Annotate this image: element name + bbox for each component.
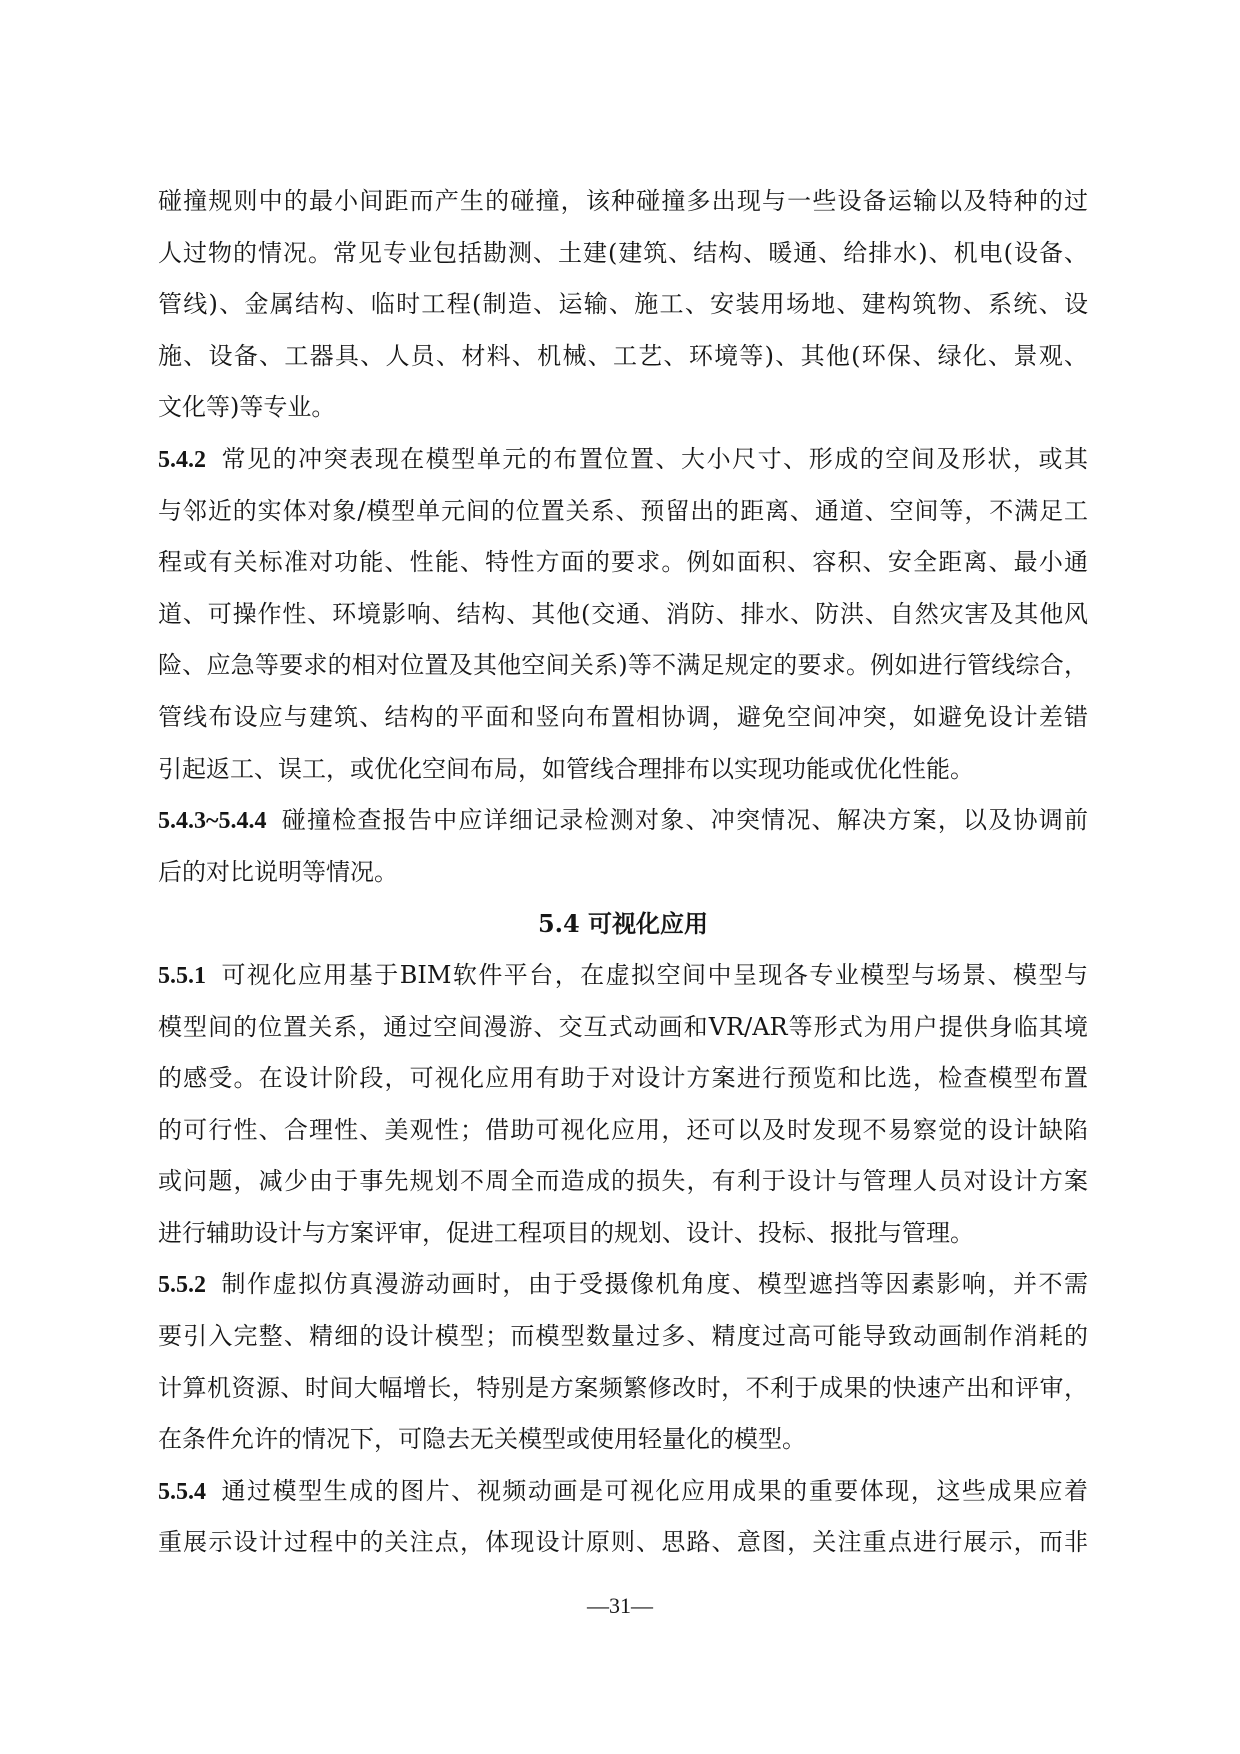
line-text: 的感受。在设计阶段，可视化应用有助于对设计方案进行预览和比选，检查模型布置 bbox=[158, 1064, 1088, 1093]
line-text: 重展示设计过程中的关注点，体现设计原则、思路、意图，关注重点进行展示，而非 bbox=[158, 1528, 1088, 1557]
clause-number: 5.5.1 bbox=[158, 962, 206, 989]
text-line bbox=[158, 1002, 1088, 1054]
line-text: 碰撞检查报告中应详细记录检测对象、冲突情况、解决方案，以及协调前 bbox=[280, 806, 1088, 835]
line-text: 施、设备、工器具、人员、材料、机械、工艺、环境等)、其他(环保、绿化、景观、 bbox=[158, 341, 1088, 370]
line-text: 的可行性、合理性、美观性；借助可视化应用，还可以及时发现不易察觉的设计缺陷 bbox=[158, 1115, 1088, 1144]
line-text: 要引入完整、精细的设计模型；而模型数量过多、精度过高可能导致动画制作消耗的 bbox=[158, 1322, 1088, 1351]
text-line bbox=[158, 1208, 1088, 1260]
text-line bbox=[158, 589, 1088, 641]
line-text: 引起返工、误工，或优化空间布局，如管线合理排布以实现功能或优化性能。 bbox=[158, 754, 974, 783]
text-line bbox=[158, 1105, 1088, 1157]
clause-number: 5.4.2 bbox=[158, 446, 206, 473]
text-line bbox=[158, 331, 1088, 383]
section-title: 5.4 可视化应用 bbox=[537, 909, 709, 939]
line-text: 管线布设应与建筑、结构的平面和竖向布置相协调，避免空间冲突，如避免设计差错 bbox=[158, 702, 1088, 731]
text-line bbox=[158, 434, 1088, 486]
line-text: 常见的冲突表现在模型单元的布置位置、大小尺寸、形成的空间及形状，或其 bbox=[220, 444, 1088, 473]
text-line bbox=[158, 1414, 1088, 1466]
line-text: 碰撞规则中的最小间距而产生的碰撞，该种碰撞多出现与一些设备运输以及特种的过 bbox=[158, 187, 1088, 215]
line-text: 与邻近的实体对象/模型单元间的位置关系、预留出的距离、通道、空间等，不满足工 bbox=[158, 496, 1088, 525]
clause-5-5-2 bbox=[158, 1259, 1088, 1465]
text-line bbox=[158, 1363, 1088, 1415]
text-line bbox=[158, 486, 1088, 538]
line-text: 后的对比说明等情况。 bbox=[158, 857, 398, 886]
text-line bbox=[158, 744, 1088, 796]
text-line bbox=[158, 279, 1088, 331]
clause-5-5-4 bbox=[158, 1466, 1088, 1569]
line-text: 可视化应用基于BIM软件平台，在虚拟空间中呈现各专业模型与场景、模型与 bbox=[220, 960, 1088, 989]
clause-number: 5.4.3~5.4.4 bbox=[158, 808, 267, 835]
line-text: 道、可操作性、环境影响、结构、其他(交通、消防、排水、防洪、自然灾害及其他风 bbox=[158, 599, 1088, 628]
text-line bbox=[158, 1156, 1088, 1208]
paragraph bbox=[158, 176, 1088, 434]
clause-5-4-3-5-4-4 bbox=[158, 795, 1088, 898]
line-text: 人过物的情况。常见专业包括勘测、土建(建筑、结构、暖通、给排水)、机电(设备、 bbox=[158, 238, 1088, 267]
line-text: 通过模型生成的图片、视频动画是可视化应用成果的重要体现，这些成果应着 bbox=[220, 1476, 1088, 1505]
text-line bbox=[158, 795, 1088, 847]
page-number: —31— bbox=[587, 1593, 653, 1618]
text-line bbox=[158, 1466, 1088, 1518]
text-line bbox=[158, 228, 1088, 280]
clause-5-5-1 bbox=[158, 950, 1088, 1260]
clause-number: 5.5.4 bbox=[158, 1478, 206, 1505]
text-line bbox=[158, 1517, 1088, 1569]
text-line bbox=[158, 537, 1088, 589]
line-text: 险、应急等要求的相对位置及其他空间关系)等不满足规定的要求。例如进行管线综合， bbox=[158, 651, 1088, 680]
text-line bbox=[158, 692, 1088, 744]
line-text: 或问题，减少由于事先规划不周全而造成的损失，有利于设计与管理人员对设计方案 bbox=[158, 1167, 1088, 1196]
text-line bbox=[158, 950, 1088, 1002]
text-line bbox=[158, 1053, 1088, 1105]
text-line bbox=[158, 382, 1088, 434]
text-line bbox=[158, 1311, 1088, 1363]
clause-5-4-2 bbox=[158, 434, 1088, 795]
line-text: 计算机资源、时间大幅增长，特别是方案频繁修改时，不利于成果的快速产出和评审， bbox=[158, 1373, 1088, 1402]
line-text: 进行辅助设计与方案评审，促进工程项目的规划、设计、投标、报批与管理。 bbox=[158, 1218, 974, 1247]
clause-number: 5.5.2 bbox=[158, 1272, 206, 1299]
text-line bbox=[158, 1259, 1088, 1311]
line-text: 文化等)等专业。 bbox=[158, 393, 336, 422]
text-line bbox=[158, 847, 1088, 899]
text-line bbox=[158, 176, 1088, 228]
text-line bbox=[158, 640, 1088, 692]
line-text: 在条件允许的情况下，可隐去无关模型或使用轻量化的模型。 bbox=[158, 1425, 806, 1454]
line-text: 管线)、金属结构、临时工程(制造、运输、施工、安装用场地、建构筑物、系统、设 bbox=[158, 290, 1088, 319]
line-text: 制作虚拟仿真漫游动画时，由于受摄像机角度、模型遮挡等因素影响，并不需 bbox=[220, 1270, 1088, 1299]
line-text: 程或有关标准对功能、性能、特性方面的要求。例如面积、容积、安全距离、最小通 bbox=[158, 548, 1088, 577]
body-text bbox=[158, 176, 1088, 1569]
line-text: 模型间的位置关系，通过空间漫游、交互式动画和VR/AR等形式为用户提供身临其境 bbox=[158, 1012, 1088, 1041]
